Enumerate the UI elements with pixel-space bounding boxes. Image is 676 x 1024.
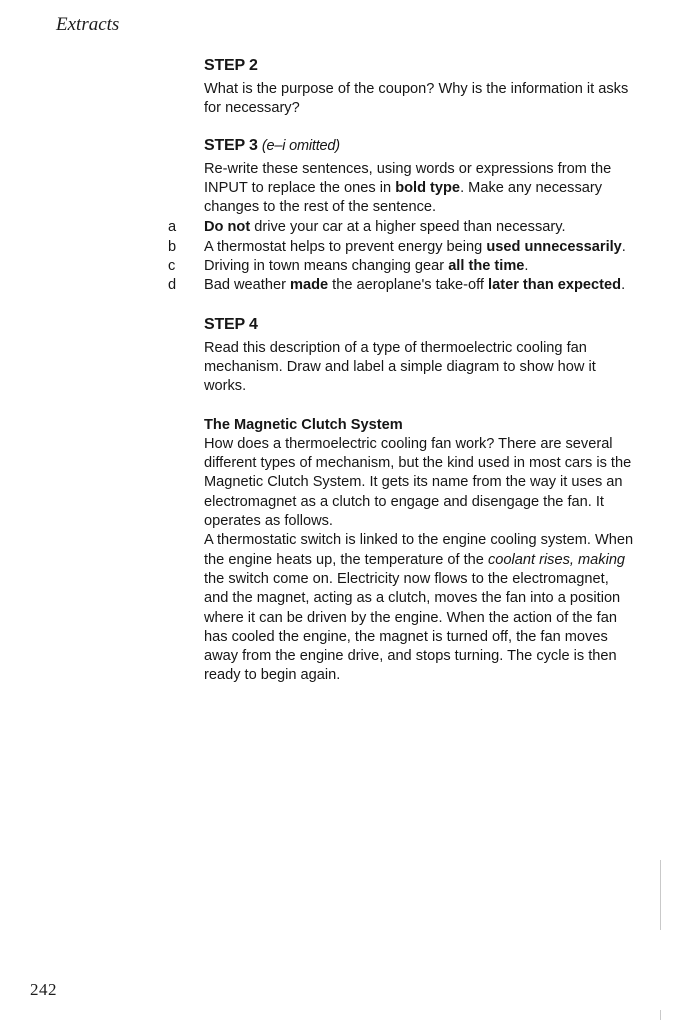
article-paragraph-2: A thermostatic switch is linked to the engine cooling system. When the engine heats up, the temperature of the coolant rises, making the switch come on. Electricity now flows to the electromagnet, and the magnet, acting as a clutch, moves the fan into a position where it can be driven by the engine. When the action of the fan has cooled the engine, the magnet is turned off, the fan moves away from the engine drive, and stops turning. The cycle is then ready to begin again.	[204, 532, 634, 684]
exercise-item-a: a Do not drive your car at a higher speed than necessary.	[204, 218, 634, 237]
step-2-heading: STEP 2	[204, 57, 258, 74]
step-2-section	[204, 56, 634, 119]
bold-phrase: Do not	[204, 219, 251, 236]
bold-phrase: made	[290, 277, 329, 294]
exercise-item-b: b A thermostat helps to prevent energy being used unnecessarily.	[204, 238, 634, 257]
italic-phrase: coolant rises, making	[487, 551, 626, 568]
instruction-text: Re-write these sentences, using words or expressions from the INPUT to replace the ones in	[204, 160, 612, 196]
running-head: Extracts	[56, 14, 120, 35]
step-4-text: Read this description of a type of thermoelectric cooling fan mechanism. Draw and label a simple diagram to show how it works.	[204, 339, 596, 395]
instruction-text-end: . Make any necessary changes to the rest of the sentence.	[204, 179, 603, 216]
step-4-heading: STEP 4	[204, 315, 258, 333]
scan-edge-mark	[660, 1010, 661, 1020]
exercise-list	[168, 218, 634, 295]
step-3-title: STEP 3	[204, 136, 258, 154]
article-paragraph-1: How does a thermoelectric cooling fan work? There are several different types of mechanism, but the kind used in most cars is the Magnetic Clutch System. It gets its name from the way it uses an electromagnet as a clutch to engage and disengage the fan. It operates as follows.	[204, 435, 632, 530]
item-letter: b	[168, 238, 177, 255]
step-2-text: What is the purpose of the coupon? Why is the information it asks for necessary?	[204, 81, 629, 117]
step-4-section	[204, 315, 634, 397]
exercise-item-c: c Driving in town means changing gear all the time.	[204, 257, 634, 276]
step-3-heading	[204, 136, 634, 156]
article-section	[204, 416, 634, 686]
main-column	[168, 56, 634, 686]
bold-phrase: later than expected	[488, 277, 622, 294]
step-3-section	[168, 136, 634, 296]
item-letter: a	[168, 219, 177, 236]
bold-phrase: all the time	[448, 258, 525, 275]
scan-edge-mark	[660, 860, 661, 930]
item-letter: c	[168, 258, 176, 275]
item-letter: d	[168, 277, 177, 294]
step-3-instruction	[204, 160, 634, 218]
exercise-item-d: d Bad weather made the aeroplane's take-off later than expected.	[204, 276, 634, 295]
bold-phrase: used unnecessarily	[486, 238, 622, 255]
article-title: The Magnetic Clutch System	[204, 416, 403, 433]
instruction-bold-text: bold type	[395, 179, 461, 196]
page-number: 242	[30, 980, 57, 999]
step-3-note: (e–i omitted)	[261, 137, 340, 154]
